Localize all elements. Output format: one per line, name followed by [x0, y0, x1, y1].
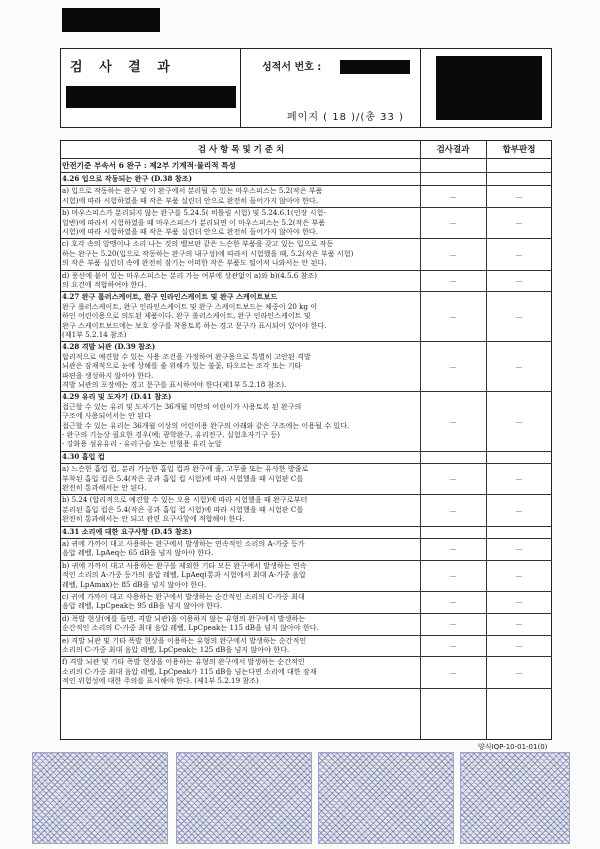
requirement-line: 하인 어린이용으로 의도된 제품이다. 완구 롤러스케이트, 완구 인라인스케이트 및 — [62, 311, 311, 321]
judgement-cell: － — [515, 250, 523, 260]
judgement-cell: － — [515, 620, 523, 630]
requirement-line: 합리적으로 예견할 수 있는 사용 조건을 가정하여 완구용으로 특별히 고안된 격발 — [62, 351, 311, 361]
requirement-line: a) 귀에 가까이 대고 사용하는 완구에서 발생하는 연속적인 소리의 A-가중 등가 — [62, 539, 305, 548]
judgement-cell: － — [515, 571, 523, 581]
requirement-line: e) 격발 뇌관 및 기타 폭발 현상을 이용하는 유형의 완구에서 발생하는 순간적인 — [62, 635, 307, 645]
requirement-line: (제1부 5.2.14 참조) — [62, 330, 127, 340]
judgement-cell: － — [515, 417, 523, 427]
result-cell: － — [449, 620, 457, 630]
requirement-line: b) 귀에 가까이 대고 사용하는 완구를 제외한 기타 모든 완구에서 발생하는 연속 — [62, 560, 307, 570]
judgement-cell: － — [515, 668, 523, 678]
result-cell: － — [449, 571, 457, 581]
result-cell: － — [449, 362, 457, 372]
requirement-line: 부착된 흡입 컵은 5.4(작은 공과 흡입 컵 시험)에 따라 시험했을 때 시험판 C를 — [62, 473, 304, 483]
requirement-row — [62, 239, 420, 267]
requirement-row — [62, 342, 420, 389]
requirement-line: 시험)에 따라 시험하였을 때 작은 부품 실린더 안으로 완전히 들어가지 않아야 한다. — [62, 227, 318, 236]
requirement-line: 하는 완구는 5.20(입으로 작동하는 완구의 내구성)에 따라서 시험했을 때, 5.2(작은 부품 시험) — [62, 248, 354, 258]
requirement-line: 소리의 C-가중 최대 음압 레벨, LpCpeak가 115 dB을 넘는다면 소리에 대한 잠재 — [62, 666, 317, 676]
row-rule — [60, 172, 552, 173]
requirement-line: 적인 소리의 A-가중 등가의 음압 레벨, LpAeq(통과 시험에서 최대 A-가중 음압 — [62, 570, 306, 580]
requirement-row — [62, 452, 420, 461]
requirement-line: 일반)에 따라서 시험하였을 때 마우스피스가 분리되면 이 마우스피스는 5.2(작은 부품 — [62, 217, 326, 227]
judgement-cell: － — [515, 545, 523, 555]
security-pattern-3 — [318, 752, 454, 844]
requirement-line: 의 작은 부품 실린더 속에 완전히 잠기는 어떠한 작은 부품도 떨어져 나와서는 안 된다. — [62, 258, 327, 268]
requirement-line: 완전히 통과해서는 안 된다. — [62, 483, 147, 492]
requirement-line: 분리된 흡입 컵은 5.4(작은 공과 흡입 컵 시험)에 따라 시험했을 때 시험판 C를 — [62, 504, 304, 514]
requirement-line: 4.26 입으로 작동되는 완구 (D.38 참조) — [62, 174, 192, 183]
result-cell: － — [449, 545, 457, 555]
judgement-cell: － — [515, 312, 523, 322]
requirement-line: 음압 레벨, LpAeq는 65 dB을 넘지 않아야 한다. — [62, 548, 214, 558]
requirement-line: 파편을 생성하지 않아야 한다. — [62, 370, 154, 380]
requirement-line: 소리의 C-가중 최대 음압 레벨, LpCpeak는 125 dB을 넘지 않아야 한다. — [62, 645, 290, 654]
requirement-line: 구조에 사용되어서는 안 된다 — [62, 411, 151, 421]
judgement-cell: － — [515, 506, 523, 516]
result-cell: － — [449, 192, 457, 202]
header-divider — [420, 48, 421, 128]
result-cell: － — [449, 312, 457, 322]
judgement-cell: － — [515, 362, 523, 372]
header-title: 검 사 결 과 — [70, 60, 176, 75]
requirement-row — [62, 539, 420, 558]
result-cell: － — [449, 475, 457, 485]
requirement-line: 접근할 수 있는 유리 및 도자기는 36개월 미만의 어린이가 사용토록 된 완구의 — [62, 401, 302, 411]
requirement-line: a) 입으로 작동하는 완구 및 이 완구에서 분리될 수 있는 마우스피스는 5.2(작은 부품 — [62, 186, 323, 196]
requirement-row — [62, 174, 420, 183]
requirement-row — [62, 292, 420, 339]
requirement-row — [62, 208, 420, 236]
requirement-row — [62, 271, 420, 290]
requirement-row — [62, 657, 420, 685]
requirement-line: 적인 위험성에 대한 주의를 표시해야 한다. (제1부 5.2.19 참조) — [62, 676, 259, 686]
requirement-row — [62, 392, 420, 448]
page-indicator: 페이지 ( 18 )/(총 33 ) — [287, 112, 404, 123]
row-rule — [60, 688, 552, 689]
requirement-line: 뇌관은 잠재적으로 눈에 상해를 줄 위해가 있는 불꽃, 타오르는 조각 또는 기타 — [62, 361, 302, 371]
column-header-result: 검사결과 — [436, 145, 470, 155]
result-cell: － — [449, 642, 457, 651]
judgement-cell: － — [515, 219, 523, 229]
redacted-report-number — [340, 60, 410, 74]
requirement-line: 4.28 격발 뇌관 (D.39 참조) — [62, 342, 156, 352]
header-divider — [240, 48, 241, 128]
requirement-line: 4.31 소리에 대한 요구사항 (D.45 참조) — [62, 526, 192, 536]
requirement-line: 4.27 완구 롤러스케이트, 완구 인라인스케이트 및 완구 스케이트보드 — [62, 292, 278, 302]
requirement-row — [62, 561, 420, 589]
redacted-logo — [436, 56, 542, 120]
redacted-block-top — [62, 8, 160, 32]
requirement-line: 4.30 흡입 컵 — [62, 451, 105, 461]
requirement-line: 완구 스케이트보드에는 보호 장구를 착용토록 하는 경고 문구가 표시되어 있어야 한다. — [62, 320, 327, 330]
requirement-line: 완구 롤러스케이트, 완구 인라인스케이트 및 완구 스케이트보드는 체중이 20 kg 이 — [62, 301, 318, 311]
security-pattern-1 — [32, 752, 168, 844]
judgement-cell: － — [515, 475, 523, 485]
column-header-items: 검 사 항 목 및 기 준 치 — [197, 145, 285, 155]
result-cell: － — [449, 250, 457, 260]
requirement-line: c) 귀에 가까이 대고 사용하는 완구에서 발생하는 순간적인 소리의 C-가중 최대 — [62, 592, 305, 601]
requirement-row — [62, 186, 420, 205]
section-title: 안전기준 부속서 6 완구 : 제2부 기계적·물리적 특성 — [62, 161, 236, 170]
report-number-label: 성적서 번호 : — [262, 62, 322, 73]
requirement-line: f) 격발 뇌관 및 기타 폭발 현상을 이용하는 유형의 완구에서 발생하는 순간적인 — [62, 657, 305, 667]
requirement-line: c) 호각 속의 알맹이나 소리 나는 것의 밸브판 같은 느슨한 부품을 갖고 있는 입으로 작동 — [62, 239, 334, 249]
judgement-cell: － — [515, 277, 523, 286]
judgement-cell: － — [515, 192, 523, 202]
requirement-line: a) 느슨한 흡입 컵, 분리 가능한 흡입 컵과 완구에 줄, 고무줄 또는 유사한 방줄로 — [62, 464, 309, 474]
requirement-line: - 완구의 기능상 필요한 경우(예; 광학완구, 유리전구, 실험초자기구 등) — [62, 430, 280, 440]
redacted-block-org — [66, 86, 236, 108]
requirement-line: - 강화용 섬유유리 · 유리구슬 또는 인형용 유리 눈알 — [62, 439, 222, 449]
requirement-line: 4.29 유리 및 도자기 (D.41 참조) — [62, 392, 172, 402]
requirement-line: 순간적인 소리의 C-가중 최대 음압 레벨, LpCpeak는 115 dB을 넘지 않아야 한다. — [62, 623, 319, 633]
requirement-row — [62, 636, 420, 655]
result-cell: － — [449, 417, 457, 427]
requirement-line: 완전히 통과해서는 안 되고 관련 요구사항에 적합해야 한다. — [62, 514, 245, 524]
security-pattern-2 — [176, 752, 312, 844]
result-cell: － — [449, 598, 457, 608]
requirement-line: b) 5.24 (합리적으로 예견할 수 있는 오용 시험)에 따라 시험했을 때 완구로부터 — [62, 495, 308, 505]
requirement-row — [62, 464, 420, 492]
requirement-line: 접근할 수 있는 유리는 36개월 이상의 어린이용 완구의 아래와 같은 구조에는 이용될 수 있다. — [62, 420, 350, 430]
result-cell: － — [449, 668, 457, 678]
header-rule — [60, 158, 552, 159]
requirement-line: 시험)에 따라 시험하였을 때 작은 부품 실린더 안으로 완전히 들어가지 않아야 한다. — [62, 195, 318, 205]
requirement-line: 격발 뇌관의 포장에는 경고 문구를 표시하여야 한다(제1부 5.2.18 참조). — [62, 380, 287, 390]
result-cell: － — [449, 506, 457, 516]
requirement-row — [62, 592, 420, 611]
result-cell: － — [449, 277, 457, 286]
requirement-line: d) 폭발 현상(예를 들면, 격발 뇌관)을 이용하지 않는 유형의 완구에서 발생하는 — [62, 613, 306, 623]
requirement-line: 레벨, LpAmax)는 85 dB을 넘지 않아야 한다. — [62, 579, 207, 589]
column-header-judgement: 합부판정 — [502, 145, 536, 155]
requirement-line: 의 요건에 적합하여야 한다. — [62, 280, 147, 289]
security-pattern-4 — [460, 752, 570, 844]
requirement-row — [62, 527, 420, 536]
requirement-line: b) 마우스피스가 분리되지 않는 완구를 5.24.5( 비틀림 시험) 및 5.24.6.1(인장 시험- — [62, 208, 326, 218]
form-number: 양식IQP-10-01-01(0) — [478, 743, 548, 751]
requirement-row — [62, 495, 420, 523]
requirement-row — [62, 614, 420, 633]
requirement-line: d) 풍선에 붙어 있는 마우스피스는 분리 가능 여부에 상관없이 a)와 b)(4.5.6 참조) — [62, 270, 318, 280]
requirement-line: 음압 레벨, LpCpeak는 95 dB을 넘지 않아야 한다. — [62, 601, 223, 611]
judgement-cell: － — [515, 598, 523, 608]
result-cell: － — [449, 219, 457, 229]
judgement-cell: － — [515, 642, 523, 651]
